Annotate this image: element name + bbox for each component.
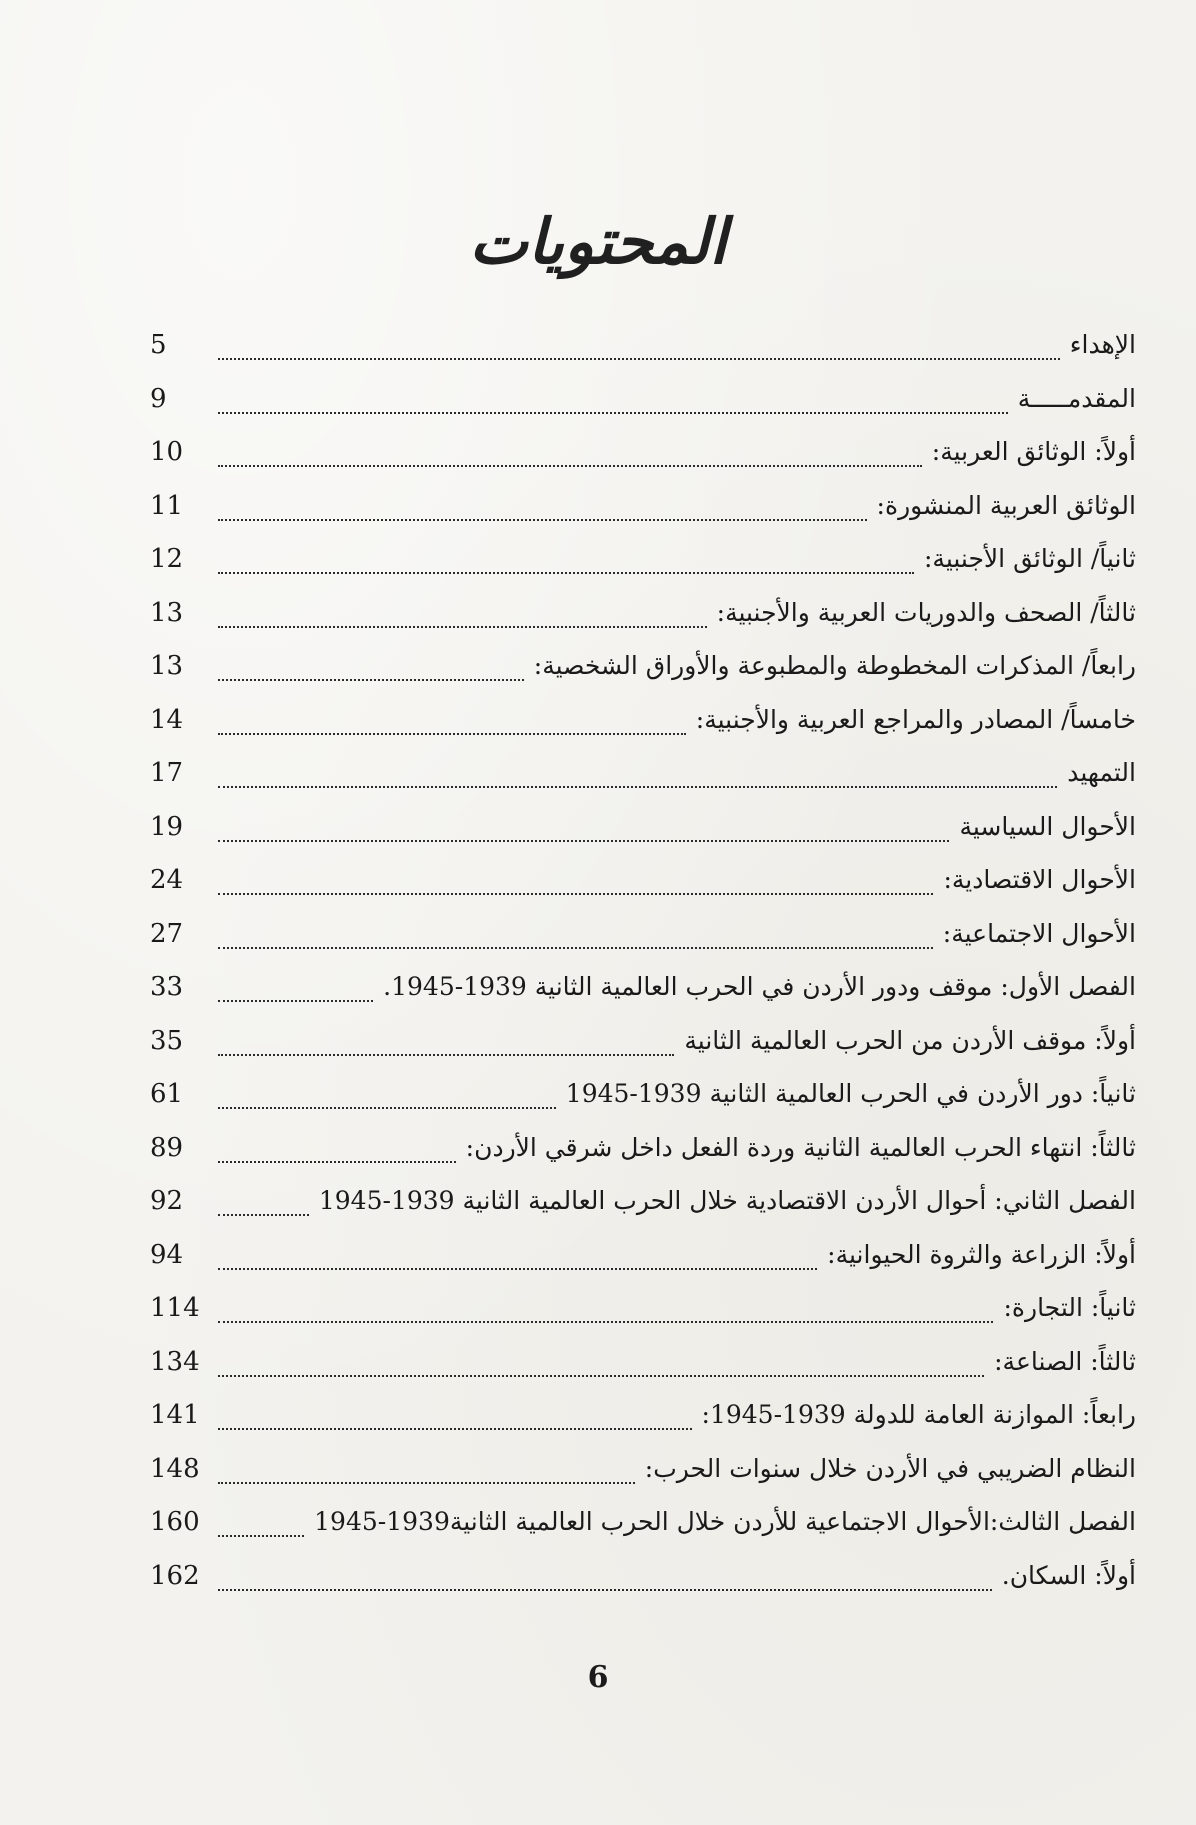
dot-leader [218,571,914,574]
toc-entry-title: خامساً/ المصادر والمراجع العربية والأجنبية: [695,704,1136,734]
toc-entry-title: الفصل الثالث:الأحوال الاجتماعية للأردن خلال الحرب العالمية الثانية1939-1945 [314,1507,1136,1536]
toc-entry [150,1442,1136,1496]
toc-entry [150,1335,1136,1389]
toc-entry-title: أولاً: موقف الأردن من الحرب العالمية الثانية [684,1025,1136,1055]
toc-entry-page: 162 [150,1560,200,1591]
dot-leader [218,1267,817,1270]
toc-entry [150,1388,1136,1442]
toc-entry-title: أولاً: الوثائق العربية: [931,437,1136,466]
dot-leader [218,464,922,467]
dot-leader [218,678,524,681]
toc-entry-page: 160 [150,1507,200,1537]
dot-leader [218,1106,556,1109]
page-number: 6 [587,1660,609,1695]
toc-entry-title: المقدمـــــة [1017,383,1136,413]
toc-entry [150,1174,1136,1228]
toc-entry-page: 5 [150,330,167,360]
toc-entry-title: ثالثاً: انتهاء الحرب العالمية الثانية وردة الفعل داخل شرقي الأردن: [465,1132,1136,1162]
toc-entry [150,1228,1136,1282]
toc-entry [150,532,1136,586]
toc-entry-title: أولاً: السكان. [1001,1560,1136,1590]
dot-leader [218,518,867,521]
toc-entry-title: الفصل الثاني: أحوال الأردن الاقتصادية خلال الحرب العالمية الثانية 1939-1945 [318,1186,1136,1215]
toc-entry-title: ثالثاً: الصناعة: [994,1346,1136,1376]
toc-entry-page: 148 [150,1453,200,1484]
toc-entry-page: 13 [150,597,184,628]
toc-entry [150,746,1136,800]
dot-leader [218,357,1060,360]
toc-entry-page: 89 [150,1132,184,1163]
toc-entry-title: ثانياً: دور الأردن في الحرب العالمية الثانية 1939-1945 [565,1079,1136,1108]
dot-leader [218,625,707,628]
toc-entry [150,1281,1136,1335]
toc-entry-page: 19 [150,811,184,842]
dot-leader [218,1588,992,1591]
toc-entry-page: 141 [150,1400,200,1430]
toc-entry-title: رابعاً/ المذكرات المخطوطة والمطبوعة والأوراق الشخصية: [533,651,1136,680]
toc-entry [150,960,1136,1014]
toc-entry [150,907,1136,961]
toc-entry [150,318,1136,372]
dot-leader [218,1427,692,1430]
toc-entry [150,1495,1136,1549]
toc-entry-page: 33 [150,972,184,1002]
toc-entry-title: الإهداء [1069,330,1136,359]
dot-leader [218,839,949,842]
dot-leader [218,1481,635,1484]
toc-entry-title: ثانياً: التجارة: [1003,1293,1136,1322]
dot-leader [218,1534,304,1537]
toc-entry-title: الأحوال الاقتصادية: [943,865,1136,894]
toc-entry [150,693,1136,747]
toc-entry-title: الأحوال السياسية [959,811,1136,841]
toc-entry-title: الأحوال الاجتماعية: [942,918,1136,948]
dot-leader [218,1374,984,1377]
toc-entry-title: رابعاً: الموازنة العامة للدولة 1939-1945: [701,1400,1136,1429]
toc-entry-page: 12 [150,544,184,574]
dot-leader [218,732,686,735]
page-title: المحتويات [469,205,727,278]
toc-entry [150,372,1136,426]
toc-entry-page: 9 [150,383,167,414]
toc-entry-page: 11 [150,490,184,521]
toc-entry-page: 134 [150,1346,200,1377]
dot-leader [218,411,1008,414]
toc-entry-page: 13 [150,651,184,681]
toc-entry-page: 61 [150,1079,184,1109]
dot-leader [218,1053,674,1056]
table-of-contents [150,318,1136,1602]
toc-entry [150,1067,1136,1121]
toc-entry-page: 10 [150,437,184,467]
dot-leader [218,1213,309,1216]
dot-leader [218,785,1057,788]
toc-entry [150,1121,1136,1175]
toc-entry-title: النظام الضريبي في الأردن خلال سنوات الحرب: [644,1453,1136,1483]
dot-leader [218,1160,456,1163]
toc-entry-page: 27 [150,918,184,949]
toc-entry [150,1014,1136,1068]
toc-entry-page: 24 [150,865,184,895]
toc-entry-page: 17 [150,758,184,788]
dot-leader [218,999,373,1002]
toc-entry-page: 114 [150,1293,200,1323]
toc-entry [150,479,1136,533]
toc-entry [150,1549,1136,1603]
dot-leader [218,946,933,949]
toc-entry-title: ثانياً/ الوثائق الأجنبية: [924,544,1136,573]
toc-entry-page: 14 [150,704,184,735]
toc-entry-title: الوثائق العربية المنشورة: [876,490,1136,520]
dot-leader [218,1320,993,1323]
toc-entry-page: 92 [150,1186,184,1216]
toc-entry [150,639,1136,693]
toc-entry [150,425,1136,479]
toc-entry [150,800,1136,854]
toc-entry-title: التمهيد [1067,758,1136,787]
toc-entry-title: أولاً: الزراعة والثروة الحيوانية: [827,1239,1136,1269]
toc-entry [150,853,1136,907]
dot-leader [218,892,933,895]
toc-entry-title: الفصل الأول: موقف ودور الأردن في الحرب العالمية الثانية 1939-1945. [383,972,1136,1001]
toc-entry [150,586,1136,640]
toc-entry-title: ثالثاً/ الصحف والدوريات العربية والأجنبية: [716,597,1136,627]
toc-entry-page: 35 [150,1025,184,1056]
toc-entry-page: 94 [150,1239,184,1270]
